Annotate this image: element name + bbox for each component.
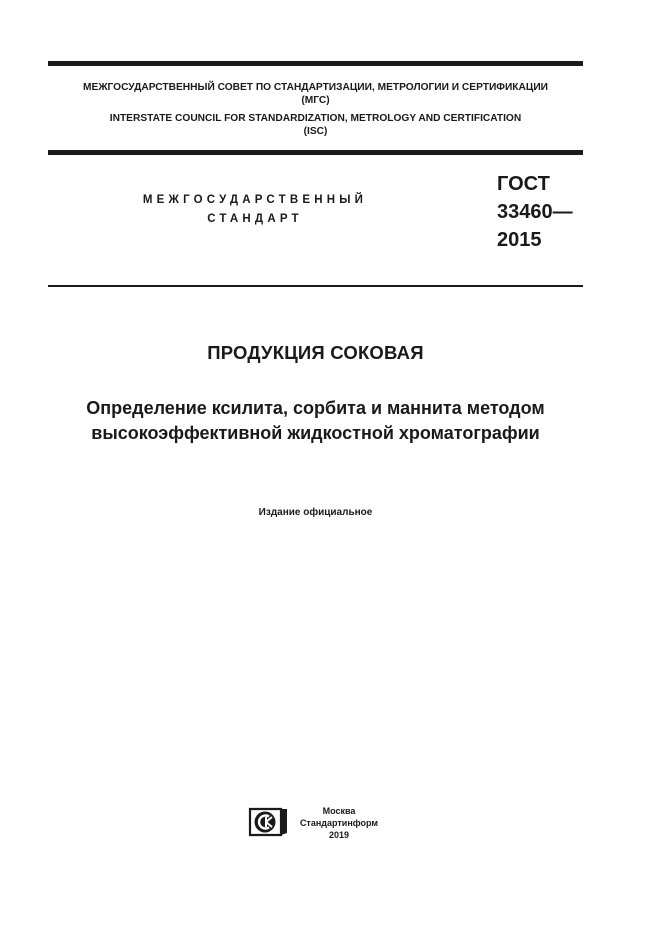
publisher-block (298, 805, 380, 841)
edition-note: Издание официальное (258, 507, 373, 518)
subtitle-line1: Определение ксилита, сорбита и маннита методом (86, 398, 545, 418)
gost-number: 33460— (497, 201, 573, 223)
document-subtitle (30, 396, 601, 446)
document-title: ПРОДУКЦИЯ СОКОВАЯ (207, 342, 424, 363)
gost-prefix: ГОСТ (497, 173, 550, 195)
logo-graphic (248, 807, 288, 837)
header-bottom-rule (48, 285, 583, 287)
council-en-name: INTERSTATE COUNCIL FOR STANDARDIZATION, METROLOGY AND CERTIFICATION (109, 113, 522, 124)
publisher-city: Москва (322, 806, 356, 816)
top-rule (48, 61, 583, 66)
council-bottom-rule (48, 150, 583, 155)
gost-year: 2015 (497, 229, 542, 251)
standartinform-logo-icon (248, 807, 288, 837)
subtitle-line2: высокоэффективной жидкостной хроматографии (91, 423, 540, 443)
council-ru-name: МЕЖГОСУДАРСТВЕННЫЙ СОВЕТ ПО СТАНДАРТИЗАЦИИ, МЕТРОЛОГИИ И СЕРТИФИКАЦИИ (83, 82, 548, 93)
standard-kind-line2: СТАНДАРТ (207, 213, 303, 225)
council-ru-abbr: (МГС) (301, 95, 330, 106)
publisher-year: 2019 (328, 830, 350, 840)
publisher-name: Стандартинформ (299, 818, 379, 828)
standard-kind-line1: МЕЖГОСУДАРСТВЕННЫЙ (142, 194, 368, 206)
gost-designation (497, 170, 573, 254)
council-en-abbr: (ISC) (303, 126, 328, 137)
